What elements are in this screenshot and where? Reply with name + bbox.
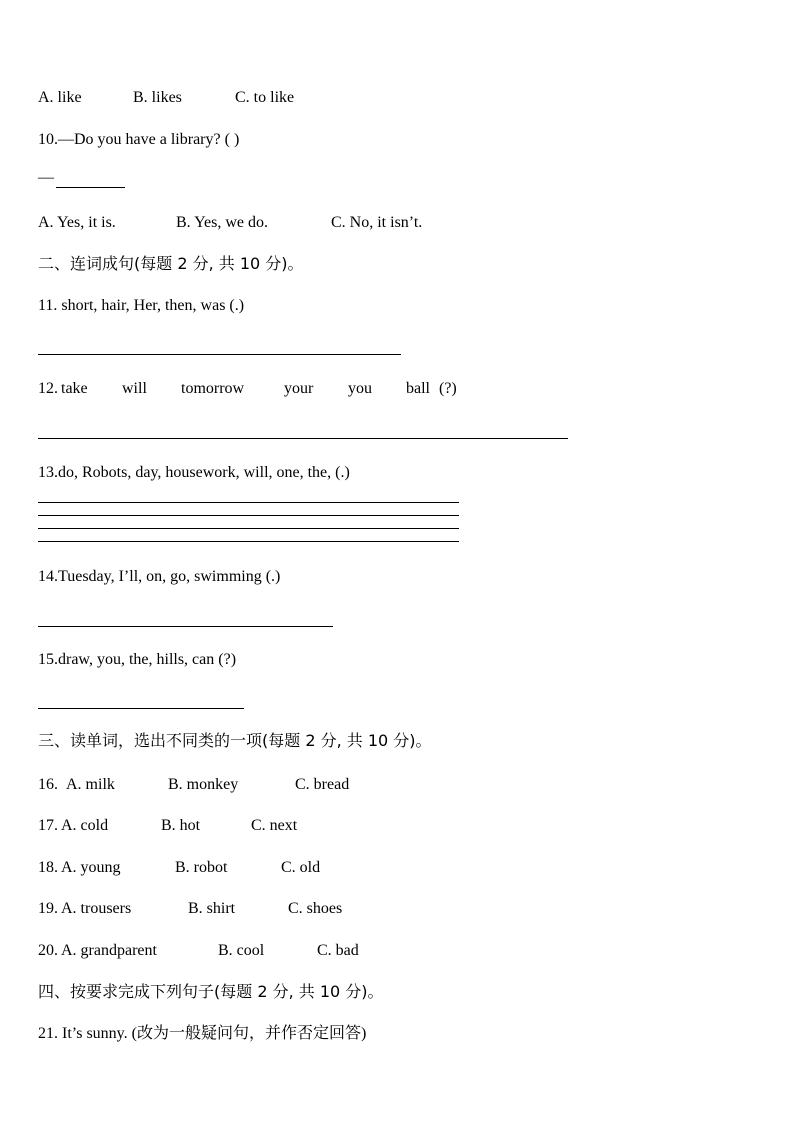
q19-option-c: C. shoes: [288, 900, 343, 917]
q21-text: 21. It’s sunny. (改为一般疑问句，并作否定回答): [38, 1025, 367, 1042]
q9-option-b: B. likes: [133, 89, 182, 106]
q12-word: ball: [406, 380, 430, 397]
q18-option-a: A. young: [61, 859, 121, 876]
q17-option-b: B. hot: [161, 817, 201, 834]
q17-number: 17.: [38, 817, 58, 834]
q12-word: your: [284, 380, 314, 397]
q19-number: 19.: [38, 900, 58, 917]
q11-text: 11. short, hair, Her, then, was (.): [38, 297, 245, 314]
q10-stem: 10.—Do you have a library? ( ): [38, 131, 240, 148]
q14-text: 14.Tuesday, I’ll, on, go, swimming (.): [38, 568, 281, 585]
q16-option-b: B. monkey: [168, 776, 239, 793]
section4-heading: 四、按要求完成下列句子(每题 2 分, 共 10 分)。: [38, 982, 384, 1001]
q12-word: tomorrow: [181, 380, 245, 397]
section2-heading: 二、连词成句(每题 2 分, 共 10 分)。: [38, 254, 304, 273]
q20-option-b: B. cool: [218, 942, 265, 959]
q16-option-a: A. milk: [66, 776, 115, 793]
q9-option-a: A. like: [38, 89, 82, 106]
q13-answer-line-1[interactable]: [38, 502, 459, 503]
q18-option-b: B. robot: [175, 859, 228, 876]
q10-reply-dash: —: [38, 169, 54, 186]
section3-heading: 三、读单词，选出不同类的一项(每题 2 分, 共 10 分)。: [38, 731, 432, 750]
q16-number: 16.: [38, 776, 58, 793]
q12-word: you: [348, 380, 372, 397]
q12-word: take: [61, 380, 88, 397]
q9-option-c: C. to like: [235, 89, 295, 106]
q17-option-a: A. cold: [61, 817, 109, 834]
q12-word: will: [122, 380, 147, 397]
q15-text: 15.draw, you, the, hills, can (?): [38, 651, 237, 668]
q13-answer-line-3[interactable]: [38, 528, 459, 529]
q18-number: 18.: [38, 859, 58, 876]
q15-answer-line[interactable]: [38, 708, 244, 709]
q10-answer-blank[interactable]: [56, 187, 125, 188]
q19-option-b: B. shirt: [188, 900, 236, 917]
q17-option-c: C. next: [251, 817, 298, 834]
q20-number: 20.: [38, 942, 58, 959]
q10-option-a: A. Yes, it is.: [38, 214, 116, 231]
q16-option-c: C. bread: [295, 776, 350, 793]
q10-option-b: B. Yes, we do.: [176, 214, 269, 231]
q10-option-c: C. No, it isn’t.: [331, 214, 423, 231]
q13-text: 13.do, Robots, day, housework, will, one, the, (.): [38, 464, 350, 481]
q13-answer-line-4[interactable]: [38, 541, 459, 542]
q19-option-a: A. trousers: [61, 900, 132, 917]
q13-answer-line-2[interactable]: [38, 515, 459, 516]
q12-word: (?): [439, 380, 457, 397]
q14-answer-line[interactable]: [38, 626, 333, 627]
q20-option-c: C. bad: [317, 942, 359, 959]
q18-option-c: C. old: [281, 859, 321, 876]
q12-number: 12.: [38, 380, 58, 397]
q12-answer-line[interactable]: [38, 438, 568, 439]
q20-option-a: A. grandparent: [61, 942, 157, 959]
q11-answer-line[interactable]: [38, 354, 401, 355]
